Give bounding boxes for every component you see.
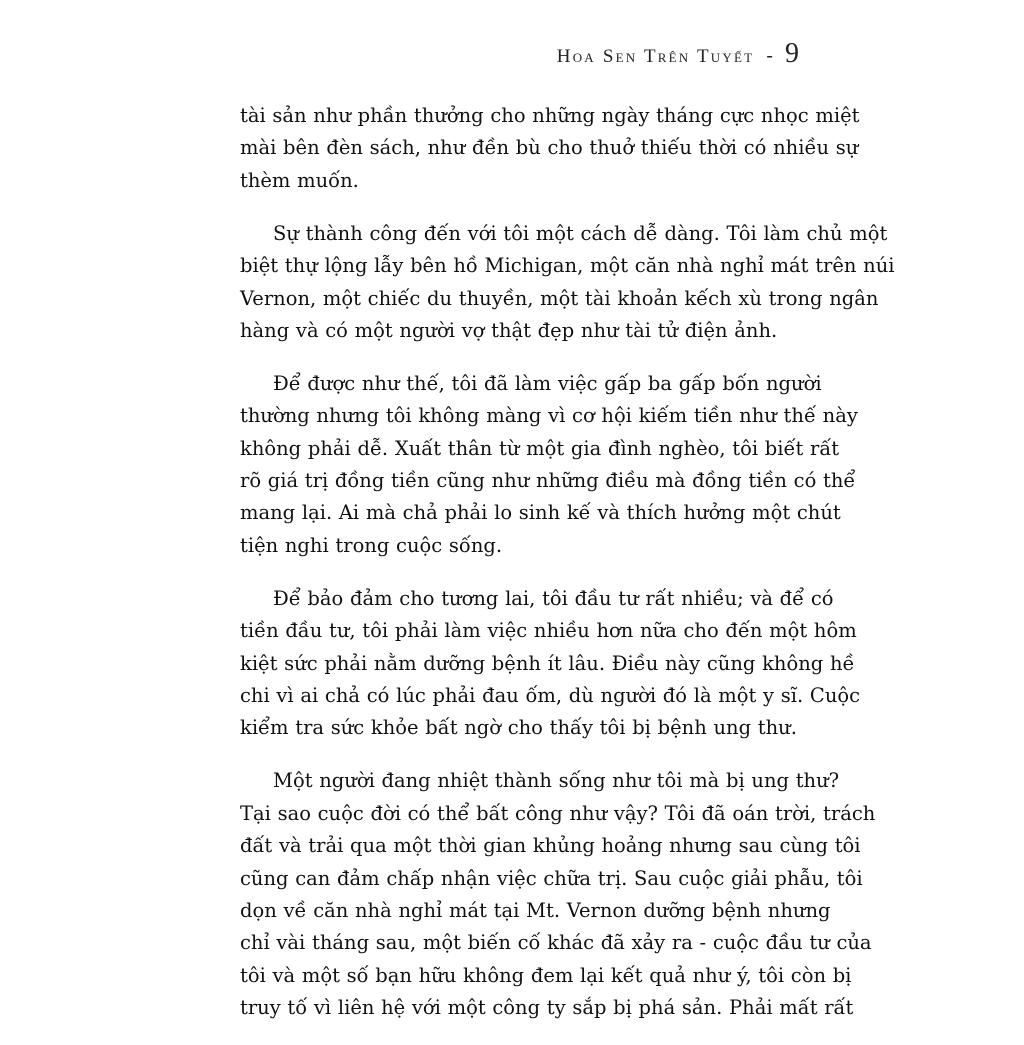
text-line: đất và trải qua một thời gian khủng hoảng nhưng sau cùng tôi <box>240 834 861 858</box>
text-line: Để bảo đảm cho tương lai, tôi đầu tư rất nhiều; và để có <box>273 586 834 610</box>
text-line: tiền đầu tư, tôi phải làm việc nhiều hơn nữa cho đến một hôm <box>240 619 857 643</box>
text-line: thường nhưng tôi không màng vì cơ hội kiếm tiền như thế này <box>240 404 858 428</box>
text-line: Sự thành công đến với tôi một cách dễ dàng. Tôi làm chủ một <box>273 221 888 245</box>
text-line: hàng và có một người vợ thật đẹp như tài tử điện ảnh. <box>240 318 778 342</box>
running-header <box>557 38 799 70</box>
text-line: biệt thự lộng lẫy bên hồ Michigan, một căn nhà nghỉ mát trên núi <box>240 254 895 278</box>
text-line: tôi và một số bạn hữu không đem lại kết quả như ý, tôi còn bị <box>240 963 852 987</box>
text-line: kiệt sức phải nằm dưỡng bệnh ít lâu. Điều này cũng không hề <box>240 651 855 675</box>
paragraph <box>240 765 876 1024</box>
paragraph <box>240 368 858 562</box>
text-line: chỉ vài tháng sau, một biến cố khác đã xảy ra - cuộc đầu tư của <box>240 931 872 955</box>
text-line: truy tố vì liên hệ với một công ty sắp bị phá sản. Phải mất rất <box>240 996 854 1020</box>
text-line: mang lại. Ai mà chả phải lo sinh kế và thích hưởng một chút <box>240 501 841 525</box>
text-line: Tại sao cuộc đời có thể bất công như vậy? Tôi đã oán trời, trách <box>240 801 876 825</box>
page-number: 9 <box>785 38 799 69</box>
text-line: chi vì ai chả có lúc phải đau ốm, dù người đó là một y sĩ. Cuộc <box>240 684 861 707</box>
paragraph <box>240 100 860 197</box>
header-separator: - <box>766 43 773 67</box>
text-line: thèm muốn. <box>240 168 359 192</box>
text-line: dọn về căn nhà nghỉ mát tại Mt. Vernon dưỡng bệnh nhưng <box>240 898 831 922</box>
text-line: Để được như thế, tôi đã làm việc gấp ba gấp bốn người <box>273 371 822 395</box>
text-line: mài bên đèn sách, như đền bù cho thuở thiếu thời có nhiều sự <box>240 136 859 160</box>
paragraph <box>240 218 895 348</box>
running-title: Hoa Sen Trên Tuyết <box>556 46 755 67</box>
text-line: Một người đang nhiệt thành sống như tôi mà bị ung thư? <box>273 769 840 793</box>
text-line: rõ giá trị đồng tiền cũng như những điều mà đồng tiền có thể <box>240 469 856 493</box>
body-text <box>240 100 895 1045</box>
text-line: tiện nghi trong cuộc sống. <box>240 533 503 557</box>
text-line: kiểm tra sức khỏe bất ngờ cho thấy tôi bị bệnh ung thư. <box>240 716 797 740</box>
text-line: không phải dễ. Xuất thân từ một gia đình nghèo, tôi biết rất <box>240 436 840 460</box>
text-line: tài sản như phần thưởng cho những ngày tháng cực nhọc miệt <box>240 104 860 127</box>
text-line: cũng can đảm chấp nhận việc chữa trị. Sau cuộc giải phẫu, tôi <box>240 866 863 890</box>
text-line: Vernon, một chiếc du thuyền, một tài khoản kếch xù trong ngân <box>240 286 879 310</box>
paragraph <box>240 583 861 745</box>
